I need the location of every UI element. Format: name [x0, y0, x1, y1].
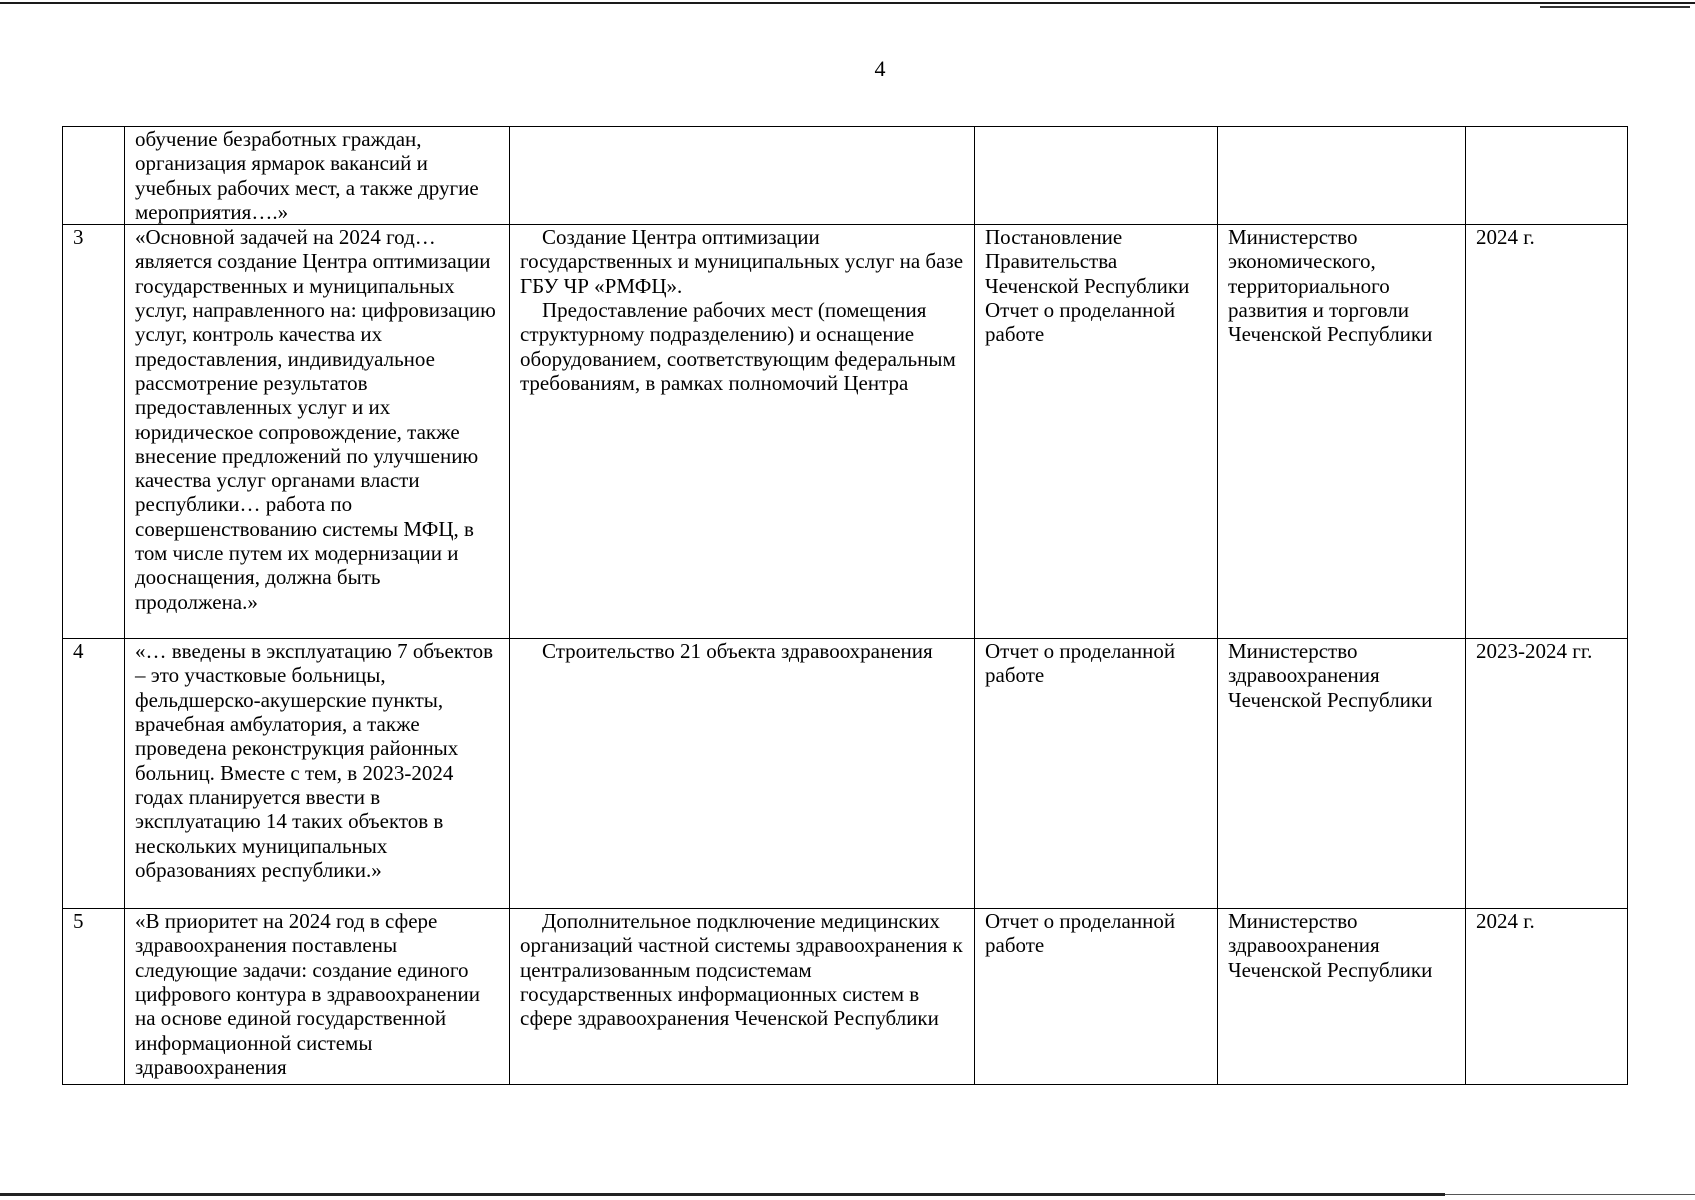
term-cell: 2024 г. — [1466, 225, 1628, 639]
scan-edge-top-right — [1540, 6, 1690, 8]
document-item: Отчет о проделанной работе — [985, 909, 1176, 958]
measure-item: Строительство 21 объекта здравоохранения — [542, 639, 933, 664]
quote-cell: «Основной задачей на 2024 год…является создание Центра оптимизации государственных и муниципальных услуг, направленного на: цифровизацию услуг, контроль качества их предоставления, индивидуальное рассмотрение результатов предоставленных услуг и их юридическое сопровождение, также внесение предложений по улучшению качества услуг органами власти республики… работа по совершенствованию системы МФЦ, в том числе путем их модернизации и дооснащения, должна быть продолжена.» — [125, 225, 510, 639]
quote-cell: «… введены в эксплуатацию 7 объектов – это участковые больницы, фельдшерско-акушерские пункты, врачебная амбулатория, а также проведена реконструкция районных больниц. Вместе с тем, в 2023-2024 годах планируется ввести в эксплуатацию 14 таких объектов в нескольких муниципальных образованиях республики.» — [125, 639, 510, 909]
measure-item: Дополнительное подключение медицинских организаций частной системы здравоохранения к централизованным подсистемам государственных информационных систем в сфере здравоохранения Чеченской Республики — [520, 909, 963, 1031]
measures-cell — [510, 127, 975, 225]
document-cell — [975, 225, 1218, 639]
table-row — [63, 225, 1628, 639]
table-row — [63, 909, 1628, 1085]
row-number-cell — [63, 127, 125, 225]
measures-table — [62, 126, 1628, 1085]
scan-edge-bottom-right — [1445, 1194, 1695, 1195]
responsible-cell: Министерство здравоохранения Чеченской Республики — [1218, 639, 1466, 909]
responsible-cell: Министерство здравоохранения Чеченской Республики — [1218, 909, 1466, 1085]
table-row — [63, 127, 1628, 225]
document-cell — [975, 639, 1218, 909]
term-cell — [1466, 127, 1628, 225]
row-number-cell: 3 — [63, 225, 125, 639]
responsible-cell: Министерство экономического, территориального развития и торговли Чеченской Республики — [1218, 225, 1466, 639]
page-number: 4 — [874, 56, 886, 81]
measures-cell — [510, 225, 975, 639]
document-item: Постановление Правительства Чеченской Республики — [985, 225, 1190, 298]
row-number-cell: 4 — [63, 639, 125, 909]
quote-cell: «В приоритет на 2024 год в сфере здравоохранения поставлены следующие задачи: создание единого цифрового контура в здравоохранении на основе единой государственной информационной системы здравоохранения — [125, 909, 510, 1085]
document-item: Отчет о проделанной работе — [985, 298, 1176, 347]
measure-item: Предоставление рабочих мест (помещения структурному подразделению) и оснащение оборудованием, соответствующим федеральным требованиям, в рамках полномочий Центра — [520, 298, 956, 395]
responsible-cell — [1218, 127, 1466, 225]
measures-cell — [510, 639, 975, 909]
document-item: Отчет о проделанной работе — [985, 639, 1176, 688]
term-cell: 2024 г. — [1466, 909, 1628, 1085]
row-number-cell: 5 — [63, 909, 125, 1085]
term-cell: 2023-2024 гг. — [1466, 639, 1628, 909]
document-cell — [975, 909, 1218, 1085]
table-row — [63, 639, 1628, 909]
document-cell — [975, 127, 1218, 225]
scan-edge-top — [0, 2, 1695, 4]
scan-edge-bottom — [0, 1193, 1445, 1196]
quote-cell: обучение безработных граждан, организация ярмарок вакансий и учебных рабочих мест, а также другие мероприятия….» — [125, 127, 510, 225]
measures-cell — [510, 909, 975, 1085]
measure-item: Создание Центра оптимизации государственных и муниципальных услуг на базе ГБУ ЧР «РМФЦ». — [520, 225, 964, 298]
